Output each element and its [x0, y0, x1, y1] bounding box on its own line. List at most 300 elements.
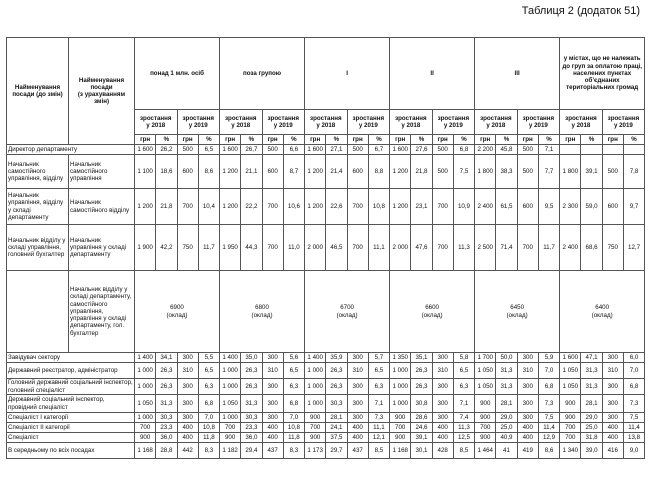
value-cell: 26,3	[326, 363, 347, 379]
header-unit-uah: грн	[262, 135, 283, 145]
value-cell: 5,7	[368, 353, 389, 363]
table-row	[7, 363, 645, 379]
value-cell: 1 000	[305, 379, 326, 395]
value-cell: 1 800	[475, 155, 496, 189]
value-cell: 31,3	[581, 363, 602, 379]
value-cell: 34,1	[156, 353, 177, 363]
value-cell: 68,6	[581, 225, 602, 271]
value-cell: 500	[432, 155, 453, 189]
value-cell: 44,3	[241, 225, 262, 271]
value-cell: 1 200	[220, 189, 241, 225]
header-growth-2019: зростання у 2019	[347, 110, 390, 135]
header-growth-2019: зростання у 2019	[517, 110, 560, 135]
value-cell: 8,3	[198, 443, 219, 459]
header-unit-pct: %	[496, 135, 517, 145]
header-unit-pct: %	[283, 135, 304, 145]
value-cell: 29,0	[581, 413, 602, 423]
header-unit-uah: грн	[220, 135, 241, 145]
value-cell: 500	[347, 145, 368, 155]
value-cell: 500	[262, 145, 283, 155]
value-cell: 600	[602, 189, 623, 225]
value-cell: 71,4	[496, 225, 517, 271]
value-cell: 1 600	[220, 145, 241, 155]
position-name-new: Начальник відділу у складі департаменту, самостійного управління, управління у складі департаменту, гол. бухгалтер	[69, 271, 135, 353]
value-cell: 1 200	[390, 155, 411, 189]
value-cell: 35,1	[411, 353, 432, 363]
position-name-new: Начальник управління у складі департаменту	[69, 225, 135, 271]
value-cell: 1 050	[475, 379, 496, 395]
header-group-4: II	[390, 38, 475, 110]
value-cell: 61,5	[496, 189, 517, 225]
position-name: Завідувач сектору	[7, 353, 135, 363]
value-cell: 400	[517, 433, 538, 443]
value-cell: 10,8	[368, 189, 389, 225]
value-cell: 1 200	[135, 189, 156, 225]
value-cell: 400	[347, 423, 368, 433]
salary-cell: 6700 (оклад)	[305, 271, 390, 353]
value-cell: 8,3	[283, 443, 304, 459]
value-cell: 400	[432, 433, 453, 443]
header-growth-2018: зростання у 2018	[475, 110, 518, 135]
header-growth-2019: зростання у 2019	[602, 110, 645, 135]
header-unit-uah: грн	[560, 135, 581, 145]
value-cell: 11,8	[283, 433, 304, 443]
value-cell: 26,7	[241, 145, 262, 155]
table-row	[7, 189, 645, 225]
value-cell: 26,3	[156, 363, 177, 379]
value-cell: 1 200	[305, 189, 326, 225]
value-cell: 35,0	[241, 353, 262, 363]
value-cell: 31,8	[581, 433, 602, 443]
position-name: В середньому по всіх посадах	[7, 443, 135, 459]
value-cell: 25,0	[496, 423, 517, 433]
table-row	[7, 145, 645, 155]
value-cell: 1 000	[390, 379, 411, 395]
value-cell: 1 000	[135, 413, 156, 423]
value-cell: 700	[220, 423, 241, 433]
value-cell: 600	[262, 155, 283, 189]
value-cell: 700	[262, 225, 283, 271]
position-name: Начальник самостійного управління, відділу	[7, 155, 69, 189]
header-unit-uah: грн	[177, 135, 198, 145]
value-cell: 1 050	[560, 363, 581, 379]
value-cell: 1 400	[220, 353, 241, 363]
header-unit-uah: грн	[305, 135, 326, 145]
position-name-new: Начальник самостійного управління	[69, 155, 135, 189]
value-cell: 300	[602, 353, 623, 363]
header-position: Найменування посади (до змін)	[7, 38, 69, 145]
value-cell: 900	[135, 433, 156, 443]
value-cell: 50,0	[496, 353, 517, 363]
value-cell: 26,3	[411, 363, 432, 379]
value-cell: 1 050	[560, 379, 581, 395]
value-cell: 26,3	[326, 379, 347, 395]
value-cell: 7,3	[623, 395, 644, 413]
header-growth-2018: зростання у 2018	[560, 110, 603, 135]
value-cell: 11,8	[198, 433, 219, 443]
value-cell: 26,3	[241, 379, 262, 395]
value-cell: 6,5	[198, 363, 219, 379]
value-cell: 1 182	[220, 443, 241, 459]
value-cell: 26,3	[156, 379, 177, 395]
value-cell: 400	[347, 433, 368, 443]
value-cell: 31,3	[156, 395, 177, 413]
value-cell: 10,8	[198, 423, 219, 433]
value-cell: 6,8	[538, 379, 559, 395]
value-cell: 1 050	[220, 395, 241, 413]
position-name: Начальник відділу у складі управління, головний бухгалтер	[7, 225, 69, 271]
header-group-6: у містах, що не належать до груп за оплатою праці, населених пунктах об’єднаних територіальних громад	[560, 38, 645, 110]
value-cell: 1 200	[220, 155, 241, 189]
value-cell: 300	[177, 353, 198, 363]
value-cell: 300	[347, 395, 368, 413]
value-cell: 47,6	[411, 225, 432, 271]
value-cell	[560, 145, 581, 155]
value-cell: 400	[262, 433, 283, 443]
header-unit-uah: грн	[390, 135, 411, 145]
value-cell: 310	[262, 363, 283, 379]
value-cell: 1 000	[390, 395, 411, 413]
value-cell: 310	[347, 363, 368, 379]
value-cell: 400	[602, 423, 623, 433]
value-cell: 6,3	[453, 379, 474, 395]
value-cell: 29,4	[241, 443, 262, 459]
value-cell: 1 050	[475, 363, 496, 379]
value-cell: 750	[177, 225, 198, 271]
salary-cell: 6450 (оклад)	[475, 271, 560, 353]
value-cell: 500	[517, 155, 538, 189]
value-cell: 5,6	[283, 353, 304, 363]
value-cell: 400	[177, 433, 198, 443]
value-cell: 900	[220, 433, 241, 443]
position-name: Начальник управління, відділу у складі департаменту	[7, 189, 69, 225]
value-cell: 40,9	[496, 433, 517, 443]
value-cell: 1 000	[220, 363, 241, 379]
salary-table	[6, 37, 645, 459]
value-cell: 300	[517, 413, 538, 423]
value-cell: 310	[432, 363, 453, 379]
value-cell: 6,6	[283, 145, 304, 155]
position-name: Директор департаменту	[7, 145, 135, 155]
value-cell: 900	[475, 413, 496, 423]
header-unit-pct: %	[581, 135, 602, 145]
value-cell: 700	[432, 225, 453, 271]
value-cell: 23,3	[156, 423, 177, 433]
value-cell: 29,7	[326, 443, 347, 459]
value-cell: 21,1	[241, 155, 262, 189]
value-cell: 24,1	[326, 423, 347, 433]
value-cell: 6,8	[453, 145, 474, 155]
value-cell: 7,0	[198, 413, 219, 423]
value-cell: 300	[432, 379, 453, 395]
value-cell: 1 200	[390, 189, 411, 225]
value-cell: 1 200	[305, 155, 326, 189]
value-cell: 1 000	[220, 379, 241, 395]
value-cell: 11,3	[453, 423, 474, 433]
value-cell: 6,5	[368, 363, 389, 379]
position-name: Державний реєстратор, адміністратор	[7, 363, 135, 379]
value-cell: 1 050	[135, 395, 156, 413]
value-cell: 36,0	[156, 433, 177, 443]
value-cell: 9,0	[623, 443, 644, 459]
header-growth-2018: зростання у 2018	[390, 110, 433, 135]
salary-cell: 6800 (оклад)	[220, 271, 305, 353]
value-cell: 400	[262, 423, 283, 433]
header-growth-2018: зростання у 2018	[135, 110, 178, 135]
header-unit-pct: %	[326, 135, 347, 145]
value-cell: 2 000	[305, 225, 326, 271]
salary-cell: 6600 (оклад)	[390, 271, 475, 353]
header-unit-pct: %	[623, 135, 644, 145]
value-cell: 300	[517, 379, 538, 395]
value-cell: 10,9	[453, 189, 474, 225]
value-cell: 26,2	[156, 145, 177, 155]
value-cell: 12,9	[538, 433, 559, 443]
table-body	[7, 145, 645, 459]
value-cell: 600	[177, 155, 198, 189]
table-row	[7, 433, 645, 443]
value-cell: 2 300	[560, 189, 581, 225]
header-unit-pct: %	[198, 135, 219, 145]
value-cell: 2 400	[475, 189, 496, 225]
value-cell: 1 600	[390, 145, 411, 155]
position-name: Державний соціальний інспектор, провідний спеціаліст	[7, 395, 135, 413]
value-cell: 7,5	[538, 413, 559, 423]
value-cell: 1 900	[135, 225, 156, 271]
value-cell: 7,3	[538, 395, 559, 413]
salary-cell: 6400 (оклад)	[560, 271, 645, 353]
value-cell: 5,8	[453, 353, 474, 363]
value-cell: 41	[496, 443, 517, 459]
value-cell: 6,3	[198, 379, 219, 395]
value-cell	[581, 145, 602, 155]
value-cell: 12,5	[453, 433, 474, 443]
value-cell: 300	[602, 395, 623, 413]
header-unit-pct: %	[156, 135, 177, 145]
value-cell: 28,1	[496, 395, 517, 413]
value-cell: 400	[517, 423, 538, 433]
value-cell: 36,0	[241, 433, 262, 443]
value-cell: 300	[347, 413, 368, 423]
position-name	[7, 271, 69, 353]
value-cell: 31,3	[496, 379, 517, 395]
value-cell: 8,7	[283, 155, 304, 189]
value-cell: 900	[560, 413, 581, 423]
value-cell: 11,7	[538, 225, 559, 271]
table-row	[7, 225, 645, 271]
value-cell: 750	[602, 225, 623, 271]
header-unit-pct: %	[453, 135, 474, 145]
value-cell: 10,8	[283, 423, 304, 433]
value-cell: 35,9	[326, 353, 347, 363]
value-cell: 700	[347, 189, 368, 225]
value-cell: 1 950	[220, 225, 241, 271]
table-row	[7, 423, 645, 433]
value-cell: 419	[517, 443, 538, 459]
value-cell: 12,1	[368, 433, 389, 443]
position-name: Спеціаліст II категорії	[7, 423, 135, 433]
value-cell: 8,6	[538, 443, 559, 459]
value-cell: 700	[560, 423, 581, 433]
value-cell: 6,5	[198, 145, 219, 155]
value-cell: 300	[432, 413, 453, 423]
value-cell: 1 168	[135, 443, 156, 459]
value-cell: 300	[432, 395, 453, 413]
value-cell: 1 000	[220, 413, 241, 423]
value-cell: 28,1	[581, 395, 602, 413]
value-cell: 7,0	[283, 413, 304, 423]
value-cell: 900	[305, 433, 326, 443]
value-cell: 18,6	[156, 155, 177, 189]
header-growth-2018: зростання у 2018	[305, 110, 348, 135]
value-cell: 21,4	[326, 155, 347, 189]
value-cell: 7,1	[453, 395, 474, 413]
value-cell: 700	[517, 225, 538, 271]
value-cell: 39,1	[581, 155, 602, 189]
header-unit-uah: грн	[347, 135, 368, 145]
value-cell: 300	[262, 395, 283, 413]
value-cell: 900	[305, 413, 326, 423]
header-unit-pct: %	[411, 135, 432, 145]
value-cell: 7,7	[538, 155, 559, 189]
value-cell: 27,6	[411, 145, 432, 155]
value-cell: 11,7	[198, 225, 219, 271]
value-cell: 700	[177, 189, 198, 225]
value-cell: 8,8	[368, 155, 389, 189]
value-cell: 5,5	[198, 353, 219, 363]
table-row	[7, 271, 645, 353]
value-cell: 29,0	[496, 413, 517, 423]
value-cell: 1 168	[390, 443, 411, 459]
header-unit-uah: грн	[135, 135, 156, 145]
position-name: Спеціаліст I категорії	[7, 413, 135, 423]
value-cell: 1 000	[135, 363, 156, 379]
value-cell: 1 000	[305, 363, 326, 379]
value-cell: 700	[135, 423, 156, 433]
position-name: Головний державний соціальний інспектор, головний спеціаліст	[8, 379, 133, 394]
value-cell: 11,1	[368, 423, 389, 433]
value-cell: 11,3	[453, 225, 474, 271]
header-growth-2019: зростання у 2019	[432, 110, 475, 135]
value-cell: 700	[390, 423, 411, 433]
value-cell: 9,7	[623, 189, 644, 225]
value-cell: 30,8	[411, 395, 432, 413]
value-cell: 300	[177, 413, 198, 423]
value-cell: 6,8	[198, 395, 219, 413]
value-cell: 6,5	[283, 363, 304, 379]
value-cell: 7,0	[623, 363, 644, 379]
value-cell: 700	[560, 433, 581, 443]
value-cell: 30,3	[241, 413, 262, 423]
value-cell: 600	[347, 155, 368, 189]
value-cell: 38,3	[496, 155, 517, 189]
header-unit-uah: грн	[517, 135, 538, 145]
header-unit-pct: %	[241, 135, 262, 145]
value-cell: 6,3	[283, 379, 304, 395]
value-cell: 11,0	[283, 225, 304, 271]
value-cell: 30,3	[156, 413, 177, 423]
value-cell: 31,3	[581, 379, 602, 395]
value-cell: 416	[602, 443, 623, 459]
table-row	[7, 443, 645, 459]
header-unit-pct: %	[368, 135, 389, 145]
value-cell: 428	[432, 443, 453, 459]
value-cell: 7,3	[368, 413, 389, 423]
value-cell: 1 600	[560, 353, 581, 363]
value-cell: 8,6	[198, 155, 219, 189]
value-cell: 24,6	[411, 423, 432, 433]
value-cell: 21,8	[156, 189, 177, 225]
value-cell: 59,0	[581, 189, 602, 225]
value-cell: 12,7	[623, 225, 644, 271]
table-row	[7, 413, 645, 423]
value-cell: 31,3	[496, 363, 517, 379]
value-cell: 6,8	[283, 395, 304, 413]
value-cell: 500	[602, 155, 623, 189]
value-cell: 6,0	[623, 353, 644, 363]
value-cell: 6,5	[453, 363, 474, 379]
value-cell: 310	[517, 363, 538, 379]
value-cell: 310	[602, 363, 623, 379]
value-cell: 31,3	[241, 395, 262, 413]
value-cell: 1 600	[135, 145, 156, 155]
value-cell: 900	[475, 395, 496, 413]
value-cell: 300	[262, 353, 283, 363]
value-cell: 39,1	[411, 433, 432, 443]
value-cell: 600	[517, 189, 538, 225]
value-cell: 11,4	[538, 423, 559, 433]
value-cell: 1 340	[560, 443, 581, 459]
value-cell: 9,5	[538, 189, 559, 225]
value-cell: 11,4	[623, 423, 644, 433]
value-cell: 700	[305, 423, 326, 433]
value-cell: 10,4	[198, 189, 219, 225]
value-cell	[623, 145, 644, 155]
header-growth-2018: зростання у 2018	[220, 110, 263, 135]
value-cell: 1 000	[135, 379, 156, 395]
position-name: Спеціаліст	[7, 433, 135, 443]
value-cell: 30,3	[326, 395, 347, 413]
value-cell: 700	[432, 189, 453, 225]
value-cell: 1 000	[390, 363, 411, 379]
value-cell: 21,8	[411, 155, 432, 189]
value-cell: 23,1	[411, 189, 432, 225]
value-cell: 6,8	[623, 379, 644, 395]
header-growth-2019: зростання у 2019	[262, 110, 305, 135]
value-cell: 1 700	[475, 353, 496, 363]
header-unit-uah: грн	[602, 135, 623, 145]
value-cell: 28,8	[156, 443, 177, 459]
value-cell: 2 000	[390, 225, 411, 271]
value-cell: 6,3	[368, 379, 389, 395]
header-group-5: III	[475, 38, 560, 110]
value-cell: 2 200	[475, 145, 496, 155]
table-caption: Таблиця 2 (додаток 51)	[521, 5, 640, 17]
header-position-new: Найменування посади (з урахуванням змін)	[69, 38, 135, 145]
value-cell: 45,8	[496, 145, 517, 155]
value-cell: 500	[432, 145, 453, 155]
value-cell: 11,1	[368, 225, 389, 271]
value-cell: 300	[602, 379, 623, 395]
value-cell: 1 173	[305, 443, 326, 459]
value-cell: 7,1	[538, 145, 559, 155]
header-growth-2019: зростання у 2019	[177, 110, 220, 135]
value-cell: 7,8	[623, 155, 644, 189]
value-cell: 1 350	[390, 353, 411, 363]
position-name-new: Начальник самостійного відділу	[69, 189, 135, 225]
value-cell: 1 400	[305, 353, 326, 363]
value-cell: 13,8	[623, 433, 644, 443]
